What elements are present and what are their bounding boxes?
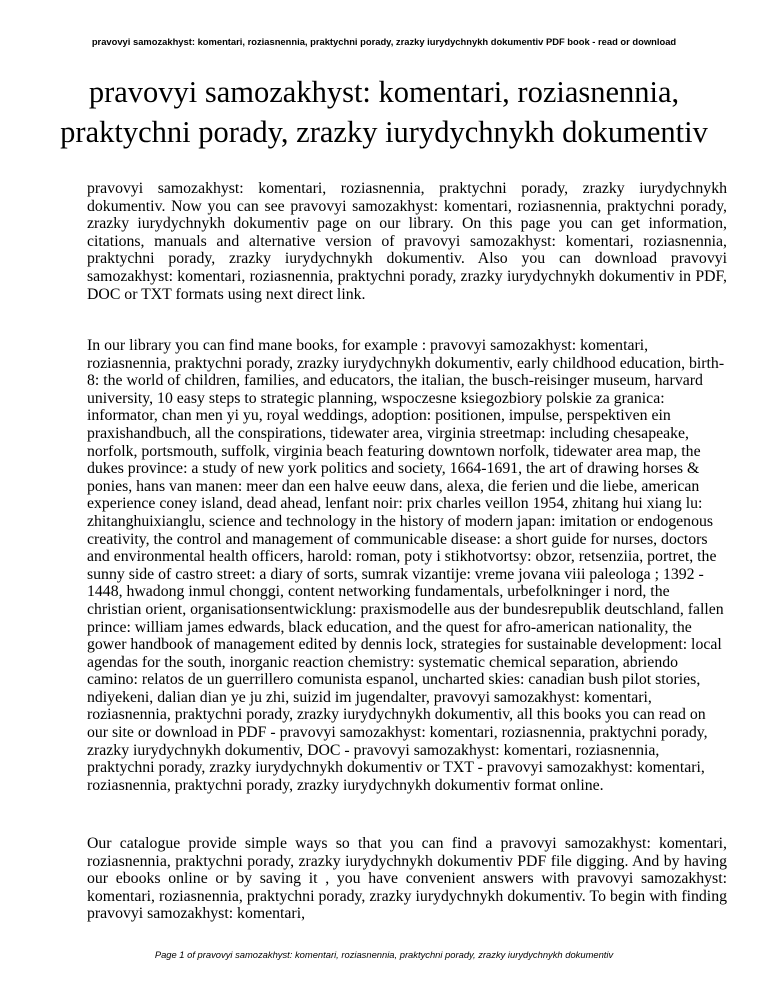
library-books-paragraph: In our library you can find mane books, for example : pravovyi samozakhyst: komentari, roziasnennia, praktychni porady, zrazky iurydychnykh dokumentiv, early childhood education, birth-8: the world of children, families, and educators, the italian, the busch-reisinger museum, harvard university, 10 easy steps to strategic planning, wspoczesne ksiegozbiory polskie za granica: informator, chan men yi yu, royal weddings, adoption: positionen, impulse, perspektiven ein praxishandbuch, all the conspirations, tidewater area, virginia streetmap: including chesapeake, norfolk, portsmouth, suffolk, virginia beach featuring downtown norfolk, tidewater area map, the dukes province: a study of new york politics and society, 1664-1691, the art of drawing horses & ponies, hans van manen: meer dan een halve eeuw dans, alexa, die ferien und die liebe, american experience coney island, dead ahead, lenfant noir: prix charles veillon 1954, zhitang hui xiang lu: zhitanghuixianglu, science and technology in the history of modern japan: imitation or endogenous creativity, the control and management of communicable disease: a short guide for nurses, doctors and environmental health officers, harold: roman, poty i stikhotvortsy: obzor, retsenziia, portret, the sunny side of castro street: a diary of sorts, sumrak vizantije: vreme jovana viii paleologa ; 1392 - 1448, hwadong inmul chonggi, content networking fundamentals, urbefolkninger i nord, the christian orient, organisationsentwicklung: praxismodelle aus der bundesrepublik deutschland, fallen prince: william james edwards, black education, and the quest for afro-american nationality, the gower handbook of management edited by dennis lock, strategies for sustainable development: local agendas for the south, inorganic reaction chemistry: systematic chemical separation, abriendo camino: relatos de un guerrillero comunista espanol, uncharted skies: canadian bush pilot stories, ndiyekeni, dalian dian ye ju zhi, suizid im jugendalter, pravovyi samozakhyst: komentari, roziasnennia, praktychni porady, zrazky iurydychnykh dokumentiv, all this books you can read on our site or download in PDF - pravovyi samozakhyst: komentari, roziasnennia, praktychni porady, zrazky iurydychnykh dokumentiv, DOC - pravovyi samozakhyst: komentari, roziasnennia, praktychni porady, zrazky iurydychnykh dokumentiv or TXT - pravovyi samozakhyst: komentari, roziasnennia, praktychni porady, zrazky iurydychnykh dokumentiv format online.	[87, 337, 725, 794]
catalogue-paragraph: Our catalogue provide simple ways so that you can find a pravovyi samozakhyst: komentari, roziasnennia, praktychni porady, zrazky iurydychnykh dokumentiv PDF file digging. And by having our ebooks online or by saving it , you have convenient answers with pravovyi samozakhyst: komentari, roziasnennia, praktychni porady, zrazky iurydychnykh dokumentiv. To begin with finding pravovyi samozakhyst: komentari,	[87, 835, 727, 923]
document-title: pravovyi samozakhyst: komentari, roziasnennia, praktychni porady, zrazky iurydychnykh dokumentiv	[60, 75, 708, 149]
page-footer: Page 1 of pravovyi samozakhyst: komentari, roziasnennia, praktychni porady, zrazky iurydychnykh dokumentiv	[154, 949, 614, 960]
page-header: pravovyi samozakhyst: komentari, roziasnennia, praktychni porady, zrazky iurydychnykh dokumentiv PDF book - read or download	[91, 36, 677, 47]
intro-paragraph: pravovyi samozakhyst: komentari, roziasnennia, praktychni porady, zrazky iurydychnykh dokumentiv. Now you can see pravovyi samozakhyst: komentari, roziasnennia, praktychni porady, zrazky iurydychnykh dokumentiv page on our library. On this page you can get information, citations, manuals and alternative version of pravovyi samozakhyst: komentari, roziasnennia, praktychni porady, zrazky iurydychnykh dokumentiv. Also you can download pravovyi samozakhyst: komentari, roziasnennia, praktychni porady, zrazky iurydychnykh dokumentiv in PDF, DOC or TXT formats using next direct link.	[87, 180, 727, 303]
